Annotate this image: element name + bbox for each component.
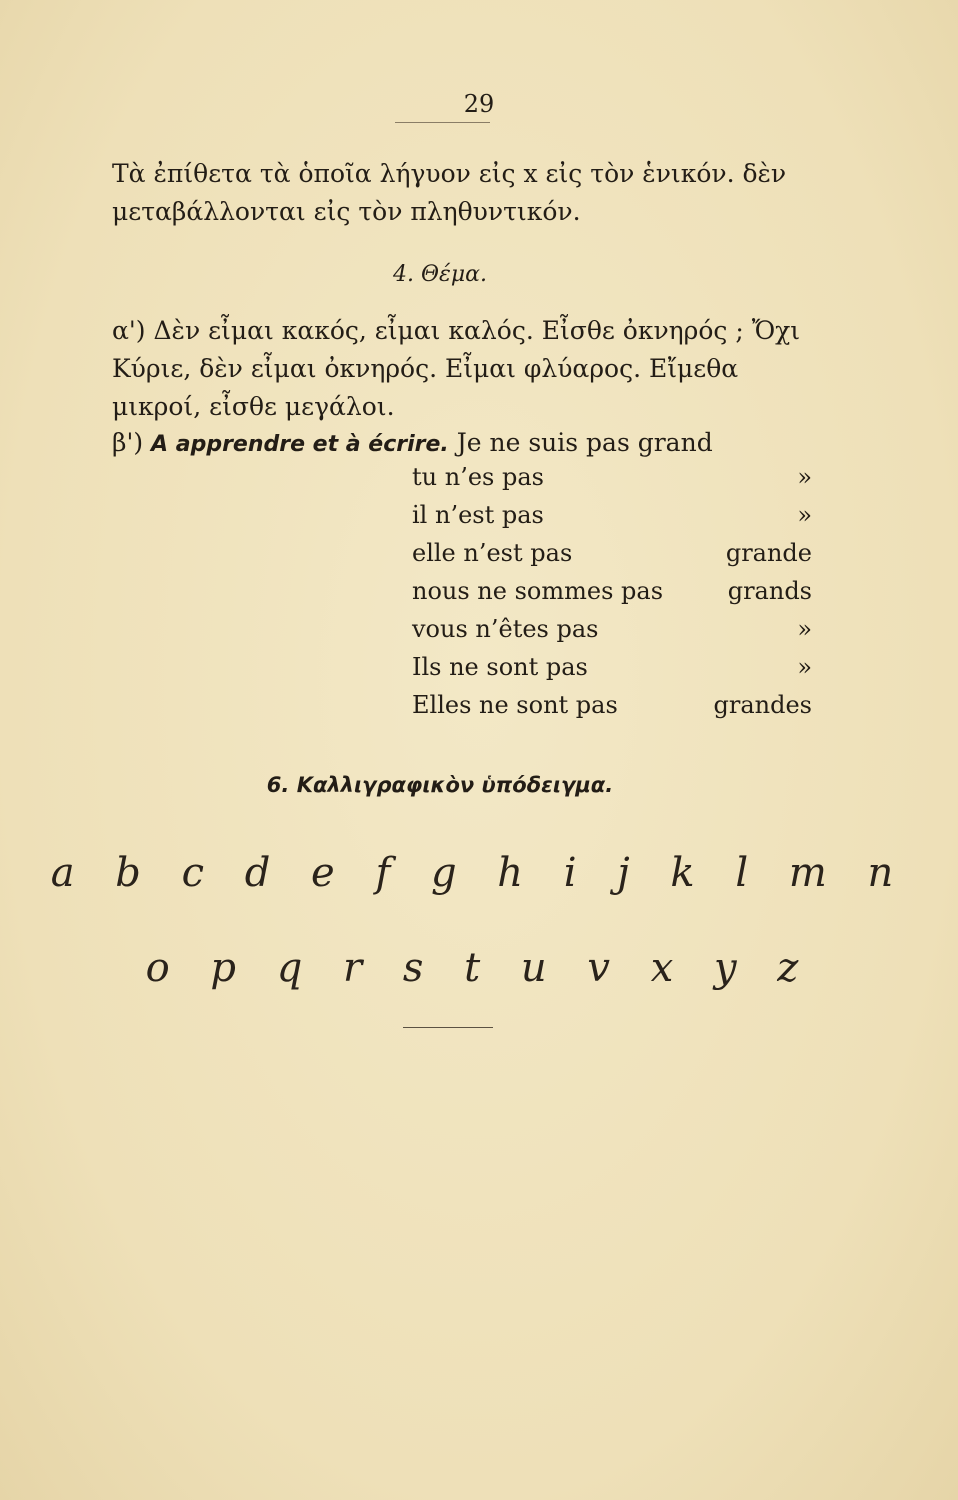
conjugation-adjective: grands <box>727 577 812 605</box>
conjugation-adjective: grandes <box>713 691 812 719</box>
paragraph-adjectives: Τὰ ἐπίθετα τὰ ὁποῖα λήγυον εἰς x εἰς τὸν ἑνικόν. δὲν μεταβάλλονται εἰς τὸν πληθυντικόν. <box>112 159 787 226</box>
conjugation-row <box>412 572 812 610</box>
footer-rule <box>403 1027 493 1028</box>
conjugation-subject: il n’est pas <box>412 501 544 529</box>
exercise-beta-title: A apprendre et à écrire. <box>151 432 449 457</box>
conjugation-adjective: » <box>797 653 812 681</box>
exercise-beta-label: β') <box>112 428 144 457</box>
conjugation-row <box>412 496 812 534</box>
header-rule <box>395 122 490 123</box>
conjugation-subject: vous n’êtes pas <box>412 615 599 643</box>
conjugation-subject: tu n’es pas <box>412 463 544 491</box>
exercise-alpha-text: Δὲν εἶμαι κακός, εἶμαι καλός. Εἶσθε ὀκνηρός ; Ὄχι Κύριε, δὲν εἶμαι ὀκνηρός. Εἶμαι φλύαρος. Εἴμεθα μικροί, εἶσθε μεγάλοι. <box>112 316 801 421</box>
conjugation-subject: nous ne sommes pas <box>412 577 664 605</box>
calligraphy-row-2: o p q r s t u v x y z <box>145 945 813 991</box>
exercise-alpha <box>112 312 832 426</box>
conjugation-adjective: grande <box>725 539 812 567</box>
conjugation-adjective: » <box>797 501 812 529</box>
conjugation-row <box>412 686 812 724</box>
conjugation-subject: Elles ne sont pas <box>412 691 618 719</box>
calligraphy-row-1: a b c d e f g h i j k l m n <box>50 850 908 896</box>
conjugation-row <box>412 534 812 572</box>
theme-heading: 4. Θέμα. <box>393 262 487 287</box>
conjugation-subject: elle n’est pas <box>412 539 573 567</box>
exercise-alpha-label: α') <box>112 316 146 345</box>
conjugation-subject: Ils ne sont pas <box>412 653 588 681</box>
conjugation-row <box>412 648 812 686</box>
calligraphy-heading: 6. Καλλιγραφικὸν ὑπόδειγμα. <box>266 773 614 797</box>
conjugation-row <box>412 610 812 648</box>
exercise-beta-first-line: Je ne suis pas grand <box>456 428 713 457</box>
conjugation-adjective: » <box>797 615 812 643</box>
conjugation-adjective: » <box>797 463 812 491</box>
conjugation-table <box>412 458 812 724</box>
conjugation-row <box>412 458 812 496</box>
page-number: 29 <box>463 90 495 118</box>
